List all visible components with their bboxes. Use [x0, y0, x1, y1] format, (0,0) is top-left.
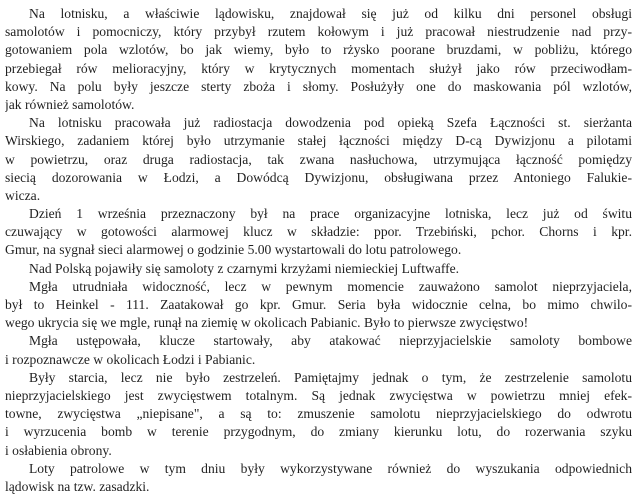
text-line: w powietrzu, oraz druga radiostacja, tak zwana nasłuchowa, utrzymująca łączność pomiędzy — [5, 151, 632, 167]
paragraph-2 — [5, 114, 632, 205]
text-line: Dzień 1 września przeznaczony był na prace organizacyjne lotniska, lecz już od świtu — [29, 206, 632, 222]
text-line: samolotów i pomocniczy, który przybył rzutem kołowym i już pracował niestrudzenie nad przy- — [5, 24, 632, 40]
text-line: i wyrzucenia bomb w terenie przygodnym, do zmiany kierunku lotu, do rozerwania szyku — [5, 424, 632, 440]
text-line: Mgła ustępowała, klucze startowały, aby atakować nieprzyjacielskie samoloty bombowe — [29, 333, 632, 349]
text-line: Na lotnisku pracowała już radiostacja dowodzenia pod opieką Szefa Łączności st. sierżanta — [29, 115, 632, 131]
paragraph-1 — [5, 5, 632, 114]
text-line: czuwający w gotowości alarmowej klucz w składzie: ppor. Trzebiński, pchor. Chorns i kpr. — [5, 224, 632, 240]
paragraph-8 — [5, 460, 632, 496]
paragraph-7 — [5, 369, 632, 460]
text-line: i osłabienia obrony. — [5, 442, 112, 458]
paragraph-3 — [5, 205, 632, 260]
text-line: wicza. — [5, 187, 41, 203]
text-line: Na lotnisku, a właściwie lądowisku, znajdował się już od kilku dni personel obsługi — [29, 6, 632, 21]
text-line: Były starcia, lecz nie było zestrzeleń. Pamiętajmy jednak o tym, że zestrzelenie samolotu — [29, 369, 632, 385]
text-line: Wirskiego, zadaniem której było utrzymanie stałej łączności między D-cą Dywizjonu a pilotami — [5, 133, 632, 149]
text-line: był to Heinkel - 111. Zaatakował go kpr. Gmur. Seria była widocznie celna, bo mimo chwilo- — [5, 297, 632, 312]
text-line: lądowisk na tzw. zasadzki. — [5, 478, 150, 494]
text-line: kowy. Na polu były jeszcze sterty zboża i słomy. Posłużyły one do maskowania pól wzlotów, — [5, 78, 632, 94]
text-line: i rozpoznawcze w okolicach Łodzi i Pabianic. — [5, 351, 256, 367]
text-line: Gmur, na sygnał sieci alarmowej o godzinie 5.00 wystartowali do lotu patrolowego. — [5, 242, 462, 258]
text-line: Mgła utrudniała widoczność, lecz w pewnym momencie zauważono samolot nieprzyjaciela, — [29, 278, 632, 294]
paragraph-5 — [5, 278, 632, 333]
text-line: gotowaniem pola wzlotów, bo jak wiemy, było to rżysko poorane bruzdami, w pobliżu, którego — [5, 42, 632, 58]
text-line: nieprzyjacielskiego jest zwycięstwem totalnym. Są jednak zwycięstwa w powietrzu mniej efek- — [5, 387, 632, 403]
text-line: siecią dozorowania w Łodzi, a Dowódcą Dywizjonu, obsługiwana przez Antoniego Falukie- — [5, 169, 632, 185]
text-line: Loty patrolowe w tym dniu były wykorzystywane również do wyszukania odpowiednich — [29, 460, 632, 476]
text-line: wego ukrycia się we mgle, runął na ziemię w okolicach Pabianic. Było to pierwsze zwycięstwo! — [5, 315, 529, 331]
text-line: Nad Polską pojawiły się samoloty z czarnymi krzyżami niemieckiej Luftwaffe. — [29, 260, 460, 276]
text-line: jak również samolotów. — [5, 96, 135, 112]
paragraph-4 — [5, 260, 632, 278]
text-line: towne, zwycięstwa „niepisane", a są to: zmuszenie samolotu nieprzyjacielskiego do odwrotu — [5, 406, 632, 422]
text-line: przebiegał rów melioracyjny, który w krytycznych momentach służył jako rów przeciwodłam- — [5, 60, 632, 76]
paragraph-6 — [5, 332, 632, 368]
